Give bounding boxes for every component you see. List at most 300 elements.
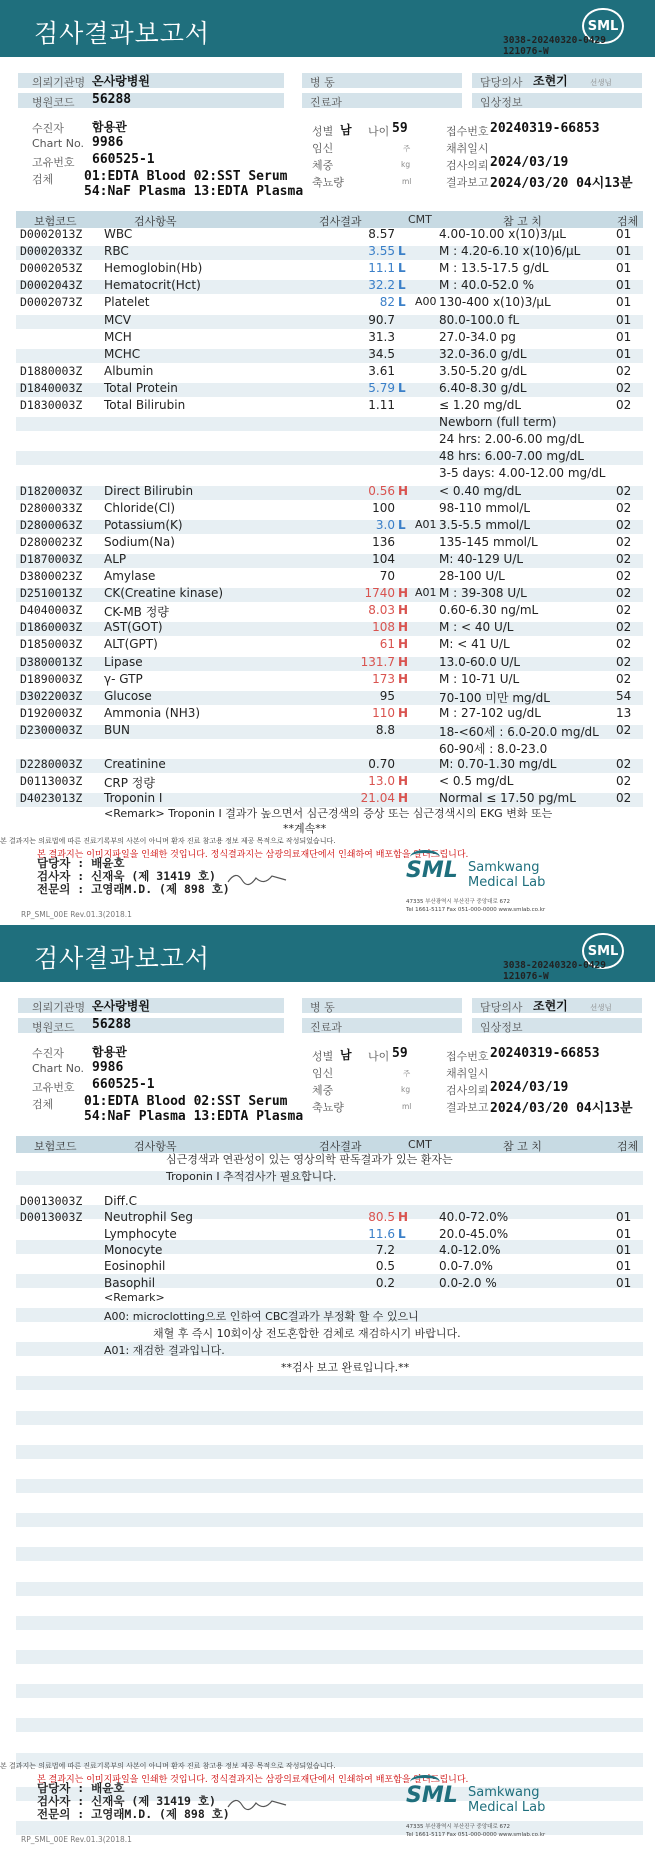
test-name: Total Bilirubin (104, 398, 186, 412)
insurance-code: D0002013Z (20, 227, 83, 241)
specimen-code: 02 (616, 791, 632, 806)
form-revision: RP_SML_00E Rev.01.3(2018.1 (21, 910, 132, 919)
reference-range: 80.0-100.0 fL (439, 312, 520, 327)
test-result: 136 (372, 534, 395, 549)
result-flag: L (398, 244, 406, 259)
specimen-code: 02 (616, 398, 632, 412)
table-row (0, 773, 655, 790)
ward-label: 병 동 (310, 1001, 335, 1014)
result-flag: H (398, 791, 409, 806)
row-stripe (16, 1376, 643, 1390)
test-name: CK-MB 정량 (104, 605, 169, 620)
age-label: 나이 (368, 1050, 390, 1063)
insurance-code: D2800033Z (20, 500, 83, 515)
lab-address: 47335 부산광역시 부산진구 중앙대로 672 Tel 1661-5117 Fax 051-000-0000 www.smlab.co.kr (406, 1824, 546, 1838)
table-row (0, 431, 655, 448)
row-stripe (16, 1582, 643, 1596)
test-name: γ- GTP (104, 671, 143, 686)
samkwang-logo: SML Samkwang Medical Lab (406, 858, 566, 908)
specimen-code: 01 (616, 261, 632, 276)
table-row (0, 568, 655, 585)
comment-code: A01 (415, 517, 437, 531)
sex-label: 성별 (312, 1050, 334, 1063)
test-result: 70 (379, 569, 395, 583)
sir-label: 선생님 (590, 78, 612, 87)
specimen-code: 01 (616, 1275, 632, 1290)
table-row (0, 226, 655, 243)
insurance-code: D4040003Z (20, 603, 83, 618)
ward-label: 병 동 (310, 76, 335, 89)
test-result: 95 (379, 688, 395, 703)
reference-range: 135-145 mmol/L (439, 534, 538, 549)
reference-range: 32.0-36.0 g/dL (439, 346, 527, 361)
table-row (0, 534, 655, 551)
reference-range: M : 13.5-17.5 g/dL (439, 261, 549, 276)
insurance-code: D1850003Z (20, 637, 83, 652)
reference-range: ≤ 1.20 mg/dL (439, 398, 522, 412)
insurance-code: D2800063Z (20, 517, 83, 532)
result-flag: L (398, 1226, 406, 1241)
table-row (0, 705, 655, 722)
signatures: 담당자 : 배윤호 검사자 : 신재욱 (제 31419 호) 전문의 : 고영래M.D. (제 898 호) (37, 856, 230, 896)
test-name: Neutrophil Seg (104, 1210, 194, 1225)
result-flag: L (398, 261, 406, 276)
urine-label: 축뇨량 (312, 176, 344, 189)
table-row (0, 277, 655, 294)
table-row (0, 329, 655, 346)
test-name: ALP (104, 551, 127, 566)
specimen-code: 02 (616, 774, 632, 789)
table-row (0, 1209, 655, 1226)
receipt-label: 접수번호 (446, 1050, 489, 1063)
report-value: 2024/03/20 04시13분 (490, 176, 633, 191)
disclaimer-small: 본 결과지는 의료법에 따른 진료기록부의 사본이 아니며 환자 진료 참고용 정보 제공 목적으로 작성되었습니다. (0, 1762, 336, 1770)
hosp-code-label: 병원코드 (32, 96, 75, 109)
doctor-label: 담당의사 (480, 1001, 523, 1014)
disclaimer-red: 본 결과지는 이미지파일을 인쇄한 것입니다. 정식결과지는 삼광의료재단에서 인쇄하여 배포함을 알려드립니다. (37, 850, 469, 860)
table-row (0, 414, 655, 431)
specimen-code: 02 (616, 483, 632, 498)
org-value: 온사랑병원 (92, 999, 150, 1013)
reference-range: 20.0-45.0% (439, 1226, 509, 1241)
insurance-code: D0002073Z (20, 295, 83, 310)
hosp-code-value: 56288 (92, 92, 132, 107)
specimen-code: 02 (616, 517, 632, 532)
test-name: Monocyte (104, 1242, 163, 1257)
test-result: 8.03 (368, 603, 395, 618)
insurance-code: D0013003Z (20, 1194, 83, 1208)
table-row (0, 465, 655, 482)
preg-label: 임신 (312, 142, 334, 155)
age-value: 59 (392, 1046, 408, 1061)
table-row (0, 1275, 655, 1292)
table-row (0, 756, 655, 773)
result-flag: H (398, 671, 409, 686)
test-result: 11.1 (368, 261, 395, 276)
req-label: 검사의뢰 (446, 1084, 489, 1097)
report-page-1: 검사결과보고서 SML 3038-20240320-0429 121076-W 의뢰기관명 온사랑병원 병 동 담당의사 조현기 선생님 병원코드 56288 진료과 임상정보 수진자 함용관 Chart No. 9986 고유번호 660525-1 검체 01:EDTA Blood 02:SST Serum 54:NaF Plasma 13:EDTA Plasma 성별 남 나이 59 임신 주 체중 kg 축뇨량 ml 접수번호 20240319-66853 채취일시 검사의뢰 2024/03/19 결과보고 2024/03/20 04시13분 보험코드 검사항목 검사결과 CMT 참 고 치 검체 D0002013Z WBC 8.57 4.00-10.00 x(10)3/μL 01 D0002033Z RBC 3.55 L M : 4.20-6.10 x(10)6/μL 01 D0002053Z Hemoglobin(Hb) 11.1 L M : 13.5-17.5 g/dL 01 D0002043Z Hematocrit(Hct) 32.2 L M : 40.0-52.0 % 01 D0002073Z Platelet 82 L A00 130-400 x(10)3/μL 01 MCV 90.7 80.0-100.0 fL 01 MCH 31.3 27.0-34.0 pg 01 MCHC 34.5 32.0-36.0 g/dL 01 D1880003Z Albumin 3.61 3.50-5.20 g/dL 02 D1840003Z Total Protein 5.79 L 6.40-8.30 g/dL 02 D1830003Z Total Bilirubin 1.11 ≤ 1.20 mg/dL 02 Newborn (full term) 24 hrs: 2.00-6.00 mg/dL 48 hrs: 6.00-7.00 mg/dL 3-5 days: 4.00-12.00 mg/dL D1820003Z Direct Bilirubin 0.56 H < 0.40 mg/dL 02 D2800033Z Chloride(Cl) 100 98-110 mmol/L 02 D2800063Z Potassium(K) 3.0 L A01 3.5-5.5 mmol/L 02 D2800023Z Sodium(Na) 136 135-145 mmol/L 02 D1870003Z ALP 104 M: 40-129 U/L 02 D3800023Z Amylase 70 28-100 U/L 02 D2510013Z CK(Creatine kinase) 1740 H A01 M : 39-308 U/L 02 D4040003Z CK-MB 정량 8.03 H 0.60-6.30 ng/mL 02 D1860003Z AST(GOT) 108 H M : < 40 U/L 02 D1850003Z ALT(GPT) 61 H M: < 41 U/L 02 D3800013Z Lipase 131.7 H 13.0-60.0 U/L 02 D1890003Z γ- GTP 173 H M : 10-71 U/L 02 D3022003Z Glucose 95 70-100 미만 mg/dL 54 D1920003Z Ammonia (NH3) 110 H M : 27-102 ug/dL 13 D2300003Z BUN 8.8 18-<60세 : 6.0-20.0 mg/dL 02 60-90세 : 8.0-23.0 D2280003Z Creatinine 0.70 M: 0.70-1.30 mg/dL 02 D0113003Z CRP 정량 13.0 H < 0.5 mg/dL 02 D4023013Z Troponin I 21.04 H Normal ≤ 17.50 pg/mL 02 <Remark> Troponin I 결과가 높으면서 심근경색의 증상 또는 심근경색시의 EKG 변화 또는 **계속** 본 결과지는 의료법에 따른 진료기록부의 사본이 아니며 환자 진료 참고용 정보 제공 목적으로 작성되었습니다. 본 결과지는 이미지파일을 인쇄한 것입니다. 정식결과지는 삼광의료재단에서 인쇄하여 배포함을 알려드립니다. 담당자 : 배윤호 검사자 : 신재욱 (제 31419 호) 전문의 : 고영래M.D. (제 898 호) SML Samkwang Medical Lab 47335 부산광역시 부산진구 중앙대로 672 Tel 1661-5117 Fax 051-000-0000 www.smlab.co.kr RP_SML_00E Rev.01.3(2018.1 (0, 0, 655, 925)
insurance-code: D1920003Z (20, 705, 83, 720)
reference-range: M : 27-102 ug/dL (439, 705, 541, 720)
table-row (0, 294, 655, 311)
receipt-value: 20240319-66853 (490, 121, 600, 136)
row-stripe (16, 1718, 643, 1732)
collect-label: 채취일시 (446, 142, 489, 155)
test-name: BUN (104, 722, 130, 737)
note-line-2: Troponin I 추적검사가 필요합니다. (166, 1170, 337, 1183)
test-result: 5.79 (368, 380, 395, 395)
reference-range: 18-<60세 : 6.0-20.0 mg/dL (439, 724, 599, 739)
test-result: 82 (379, 295, 395, 310)
result-flag: H (398, 603, 409, 618)
insurance-code: D3022003Z (20, 688, 83, 703)
specimen-line-1: 01:EDTA Blood 02:SST Serum (84, 169, 288, 184)
specimen-code: 02 (616, 569, 632, 583)
doctor-label: 담당의사 (480, 76, 523, 89)
row-stripe (16, 1411, 643, 1425)
reference-range: 27.0-34.0 pg (439, 329, 516, 344)
insurance-code: D2800023Z (20, 534, 83, 549)
table-row (0, 312, 655, 329)
insurance-code: D1870003Z (20, 551, 83, 566)
id-value: 660525-1 (92, 152, 155, 167)
test-result: 3.55 (368, 244, 395, 259)
clinical-label: 임상정보 (480, 1021, 523, 1034)
receipt-value: 20240319-66853 (490, 1046, 600, 1061)
test-name: MCH (104, 329, 132, 344)
test-name: Platelet (104, 295, 150, 310)
specimen-code: 02 (616, 586, 632, 601)
report-label: 결과보고 (446, 176, 489, 189)
test-name: Lipase (104, 654, 143, 669)
chart-value: 9986 (92, 135, 124, 150)
table-row (0, 346, 655, 363)
result-flag: H (398, 1210, 409, 1225)
test-name: Amylase (104, 569, 156, 583)
remark-troponin: <Remark> Troponin I 결과가 높으면서 심근경색의 증상 또는 심근경색시의 EKG 변화 또는 (104, 807, 553, 820)
specimen-code: 54 (616, 688, 632, 703)
table-row (0, 551, 655, 568)
test-result: 32.2 (368, 278, 395, 293)
specimen-code: 01 (616, 1226, 632, 1241)
specimen-code: 02 (616, 620, 632, 635)
test-result: 8.57 (368, 227, 395, 241)
patient-label: 수진자 (32, 1047, 64, 1060)
reference-range: M : 39-308 U/L (439, 586, 527, 601)
test-result: 13.0 (368, 774, 395, 789)
result-flag: L (398, 517, 406, 532)
insurance-code: D2280003Z (20, 757, 83, 772)
insurance-code: D1890003Z (20, 671, 83, 686)
test-name: Eosinophil (104, 1259, 166, 1274)
result-flag: H (398, 637, 409, 652)
test-result: 0.5 (375, 1259, 395, 1274)
specimen-code: 02 (616, 637, 632, 652)
table-row (0, 1242, 655, 1259)
test-result: 0.70 (368, 757, 395, 772)
remark-a00: A00: microclotting으로 인하여 CBC결과가 부정확 할 수 있으니 (104, 1310, 419, 1323)
patient-label: 수진자 (32, 122, 64, 135)
test-name: Troponin I (104, 791, 163, 806)
row-stripe (16, 1445, 643, 1459)
table-header: 보험코드 검사항목 검사결과 CMT 참 고 치 검체 (16, 211, 643, 228)
result-flag: L (398, 380, 406, 395)
table-row (0, 654, 655, 671)
sex-value: 남 (340, 123, 352, 137)
reference-range: Normal ≤ 17.50 pg/mL (439, 791, 576, 806)
test-name: Glucose (104, 688, 152, 703)
specimen-code: 13 (616, 705, 632, 720)
result-flag: H (398, 654, 409, 669)
test-name: MCHC (104, 346, 141, 361)
specimen-code: 02 (616, 534, 632, 549)
test-name: Diff.C (104, 1194, 138, 1208)
test-name: Chloride(Cl) (104, 500, 176, 515)
org-label: 의뢰기관명 (32, 76, 86, 89)
page-title: 검사결과보고서 (34, 19, 211, 48)
insurance-code: D1820003Z (20, 483, 83, 498)
report-page-2: 검사결과보고서 SML 3038-20240320-0429 121076-W 의뢰기관명 온사랑병원 병 동 담당의사 조현기 선생님 병원코드 56288 진료과 임상정보 수진자 함용관 Chart No. 9986 고유번호 660525-1 검체 01:EDTA Blood 02:SST Serum 54:NaF Plasma 13:EDTA Plasma 성별 남 나이 59 임신 주 체중 kg 축뇨량 ml 접수번호 20240319-66853 채취일시 검사의뢰 2024/03/19 결과보고 2024/03/20 04시13분 보험코드 검사항목 검사결과 CMT 참 고 치 검체 심근경색과 연관성이 있는 영상의학 판독결과가 있는 환자는 Troponin I 추적검사가 필요합니다. D0013003Z Diff.C D0013003Z Neutrophil Seg 80.5 H 40.0-72.0% 01 Lymphocyte 11.6 L 20.0-45.0% 01 Monocyte 7.2 4.0-12.0% 01 Eosinophil 0.5 0.0-7.0% 01 Basophil 0.2 0.0-2.0 % 01 <Remark> A00: microclotting으로 인하여 CBC결과가 부정확 할 수 있으니 채혈 후 즉시 10회이상 전도혼합한 검체로 재검하시기 바랍니다. A01: 재검한 결과입니다. **검사 보고 완료입니다.** 본 결과지는 의료법에 따른 진료기록부의 사본이 아니며 환자 진료 참고용 정보 제공 목적으로 작성되었습니다. 본 결과지는 이미지파일을 인쇄한 것입니다. 정식결과지는 삼광의료재단에서 인쇄하여 배포함을 알려드립니다. 담당자 : 배윤호 검사자 : 신재욱 (제 31419 호) 전문의 : 고영래M.D. (제 898 호) SML Samkwang Medical Lab 47335 부산광역시 부산진구 중앙대로 672 Tel 1661-5117 Fax 051-000-0000 www.smlab.co.kr RP_SML_00E Rev.01.3(2018.1 (0, 925, 655, 1850)
test-name: CRP 정량 (104, 776, 155, 791)
table-row (0, 260, 655, 277)
age-value: 59 (392, 121, 408, 136)
test-result: 1740 (364, 586, 395, 601)
reference-range: 3.50-5.20 g/dL (439, 363, 527, 378)
specimen-code: 02 (616, 654, 632, 669)
result-flag: H (398, 774, 409, 789)
table-row (0, 380, 655, 397)
insurance-code: D1880003Z (20, 363, 83, 378)
reference-range: 70-100 미만 mg/dL (439, 690, 550, 705)
test-name: AST(GOT) (104, 620, 163, 635)
chart-label: Chart No. (32, 137, 84, 150)
reference-range: 3-5 days: 4.00-12.00 mg/dL (439, 466, 606, 481)
age-label: 나이 (368, 125, 390, 138)
test-result: 131.7 (360, 654, 395, 669)
sml-logo: SML (582, 933, 624, 969)
doctor-value: 조현기 (533, 74, 568, 88)
specimen-code: 02 (616, 551, 632, 566)
remark-a00-cont: 채혈 후 즉시 10회이상 전도혼합한 검체로 재검하시기 바랍니다. (153, 1327, 461, 1340)
specimen-code: 01 (616, 312, 632, 327)
lab-address: 47335 부산광역시 부산진구 중앙대로 672 Tel 1661-5117 Fax 051-000-0000 www.smlab.co.kr (406, 899, 546, 913)
test-result: 1.11 (368, 398, 395, 412)
test-result: 61 (379, 637, 395, 652)
sex-label: 성별 (312, 125, 334, 138)
reference-range: M: < 41 U/L (439, 637, 510, 652)
collect-label: 채취일시 (446, 1067, 489, 1080)
reference-range: 0.60-6.30 ng/mL (439, 603, 539, 618)
insurance-code: D1830003Z (20, 398, 83, 412)
req-value: 2024/03/19 (490, 1080, 569, 1095)
specimen-code: 01 (616, 1210, 632, 1225)
specimen-code: 01 (616, 227, 632, 241)
reference-range: 3.5-5.5 mmol/L (439, 517, 531, 532)
test-result: 21.04 (360, 791, 395, 806)
disclaimer-small: 본 결과지는 의료법에 따른 진료기록부의 사본이 아니며 환자 진료 참고용 정보 제공 목적으로 작성되었습니다. (0, 837, 336, 845)
continued-mark: **계속** (283, 822, 327, 835)
signature-scribble (226, 868, 290, 890)
specimen-code: 01 (616, 329, 632, 344)
test-result: 90.7 (368, 312, 395, 327)
test-result: 173 (372, 671, 395, 686)
table-row (0, 722, 655, 739)
test-result: 3.61 (368, 363, 395, 378)
row-stripe (16, 1547, 643, 1561)
reference-range: M : < 40 U/L (439, 620, 514, 635)
hosp-code-label: 병원코드 (32, 1021, 75, 1034)
reference-range: M : 4.20-6.10 x(10)6/μL (439, 244, 581, 259)
table-row (0, 602, 655, 619)
reference-range: M: 40-129 U/L (439, 551, 524, 566)
signatures: 담당자 : 배윤호 검사자 : 신재욱 (제 31419 호) 전문의 : 고영래M.D. (제 898 호) (37, 1781, 230, 1821)
insurance-code: D0113003Z (20, 774, 83, 789)
table-row (0, 1193, 655, 1210)
test-name: CK(Creatine kinase) (104, 586, 224, 601)
row-stripe (16, 1616, 643, 1630)
specimen-label: 검체 (32, 1098, 54, 1111)
reference-range: 13.0-60.0 U/L (439, 654, 521, 669)
remark-a01: A01: 재검한 결과입니다. (104, 1344, 225, 1357)
disclaimer-red: 본 결과지는 이미지파일을 인쇄한 것입니다. 정식결과지는 삼광의료재단에서 인쇄하여 배포함을 알려드립니다. (37, 1775, 469, 1785)
insurance-code: D0002033Z (20, 244, 83, 259)
specimen-code: 02 (616, 671, 632, 686)
specimen-code: 02 (616, 500, 632, 515)
reference-range: 6.40-8.30 g/dL (439, 380, 527, 395)
dept-label: 진료과 (310, 96, 342, 109)
table-row (0, 397, 655, 414)
test-name: Hemoglobin(Hb) (104, 261, 203, 276)
req-value: 2024/03/19 (490, 155, 569, 170)
test-result: 104 (372, 551, 395, 566)
test-name: MCV (104, 312, 131, 327)
reference-range: 98-110 mmol/L (439, 500, 531, 515)
org-label: 의뢰기관명 (32, 1001, 86, 1014)
result-flag: H (398, 705, 409, 720)
reference-range: 40.0-72.0% (439, 1210, 509, 1225)
reference-range: < 0.40 mg/dL (439, 483, 522, 498)
note-line-1: 심근경색과 연관성이 있는 영상의학 판독결과가 있는 환자는 (166, 1153, 453, 1166)
form-revision: RP_SML_00E Rev.01.3(2018.1 (21, 1835, 132, 1844)
specimen-line-2: 54:NaF Plasma 13:EDTA Plasma (84, 1109, 304, 1124)
report-label: 결과보고 (446, 1101, 489, 1114)
result-flag: L (398, 295, 406, 310)
id-value: 660525-1 (92, 1077, 155, 1092)
row-stripe (16, 1650, 643, 1664)
reference-range: 130-400 x(10)3/μL (439, 295, 551, 310)
specimen-code: 01 (616, 1259, 632, 1274)
reference-range: 4.00-10.00 x(10)3/μL (439, 227, 566, 241)
test-name: Creatinine (104, 757, 166, 772)
result-flag: H (398, 483, 409, 498)
comment-code: A01 (415, 586, 437, 600)
reference-range: 0.0-7.0% (439, 1259, 493, 1274)
org-value: 온사랑병원 (92, 74, 150, 88)
row-stripe (16, 1479, 643, 1493)
table-row (0, 483, 655, 500)
reference-range: Newborn (full term) (439, 415, 557, 430)
specimen-label: 검체 (32, 173, 54, 186)
weight-label: 체중 (312, 1084, 334, 1097)
row-stripe (16, 1684, 643, 1698)
insurance-code: D1840003Z (20, 380, 83, 395)
specimen-code: 02 (616, 757, 632, 772)
insurance-code: D2510013Z (20, 586, 83, 601)
insurance-code: D0002043Z (20, 278, 83, 293)
id-label: 고유번호 (32, 1081, 75, 1094)
insurance-code: D3800013Z (20, 654, 83, 669)
table-row (0, 636, 655, 653)
reference-range: M: 0.70-1.30 mg/dL (439, 757, 557, 772)
test-result: 0.56 (368, 483, 395, 498)
test-result: 31.3 (368, 329, 395, 344)
specimen-code: 01 (616, 244, 632, 259)
chart-value: 9986 (92, 1060, 124, 1075)
test-result: 80.5 (368, 1210, 395, 1225)
insurance-code: D4023013Z (20, 791, 83, 806)
table-row (0, 448, 655, 465)
table-row (0, 619, 655, 636)
test-name: ALT(GPT) (104, 637, 158, 652)
specimen-code: 01 (616, 1242, 632, 1257)
table-row (0, 688, 655, 705)
samkwang-logo: SML Samkwang Medical Lab (406, 1783, 566, 1833)
signature-scribble (226, 1793, 290, 1815)
insurance-code: D1860003Z (20, 620, 83, 635)
reference-range: 24 hrs: 2.00-6.00 mg/dL (439, 432, 584, 447)
specimen-code: 02 (616, 363, 632, 378)
req-label: 검사의뢰 (446, 159, 489, 172)
test-name: Direct Bilirubin (104, 483, 194, 498)
table-row (0, 585, 655, 602)
sir-label: 선생님 (590, 1003, 612, 1012)
test-name: Hematocrit(Hct) (104, 278, 201, 293)
urine-label: 축뇨량 (312, 1101, 344, 1114)
report-complete: **검사 보고 완료입니다.** (281, 1361, 410, 1374)
test-name: Lymphocyte (104, 1226, 177, 1241)
dept-label: 진료과 (310, 1021, 342, 1034)
table-row (0, 243, 655, 260)
test-result: 100 (372, 500, 395, 515)
reference-range: < 0.5 mg/dL (439, 774, 514, 789)
test-name: RBC (104, 244, 129, 259)
specimen-code: 01 (616, 295, 632, 310)
patient-value: 함용관 (92, 120, 127, 134)
test-name: Albumin (104, 363, 154, 378)
test-result: 3.0 (375, 517, 395, 532)
reference-range: 48 hrs: 6.00-7.00 mg/dL (439, 449, 584, 464)
table-row (0, 671, 655, 688)
test-result: 108 (372, 620, 395, 635)
specimen-code: 02 (616, 380, 632, 395)
reference-range: M : 10-71 U/L (439, 671, 520, 686)
receipt-label: 접수번호 (446, 125, 489, 138)
result-flag: L (398, 278, 406, 293)
insurance-code: D3800023Z (20, 569, 83, 583)
table-row (0, 1258, 655, 1275)
specimen-code: 02 (616, 722, 632, 737)
test-name: Ammonia (NH3) (104, 705, 201, 720)
specimen-code: 01 (616, 346, 632, 361)
insurance-code: D2300003Z (20, 722, 83, 737)
clinical-label: 임상정보 (480, 96, 523, 109)
doctor-value: 조현기 (533, 999, 568, 1013)
report-number: 3038-20240320-0429 121076-W (503, 960, 606, 982)
test-result: 11.6 (368, 1226, 395, 1241)
sex-value: 남 (340, 1048, 352, 1062)
test-name: Total Protein (104, 380, 178, 395)
remark-label: <Remark> (104, 1291, 165, 1304)
